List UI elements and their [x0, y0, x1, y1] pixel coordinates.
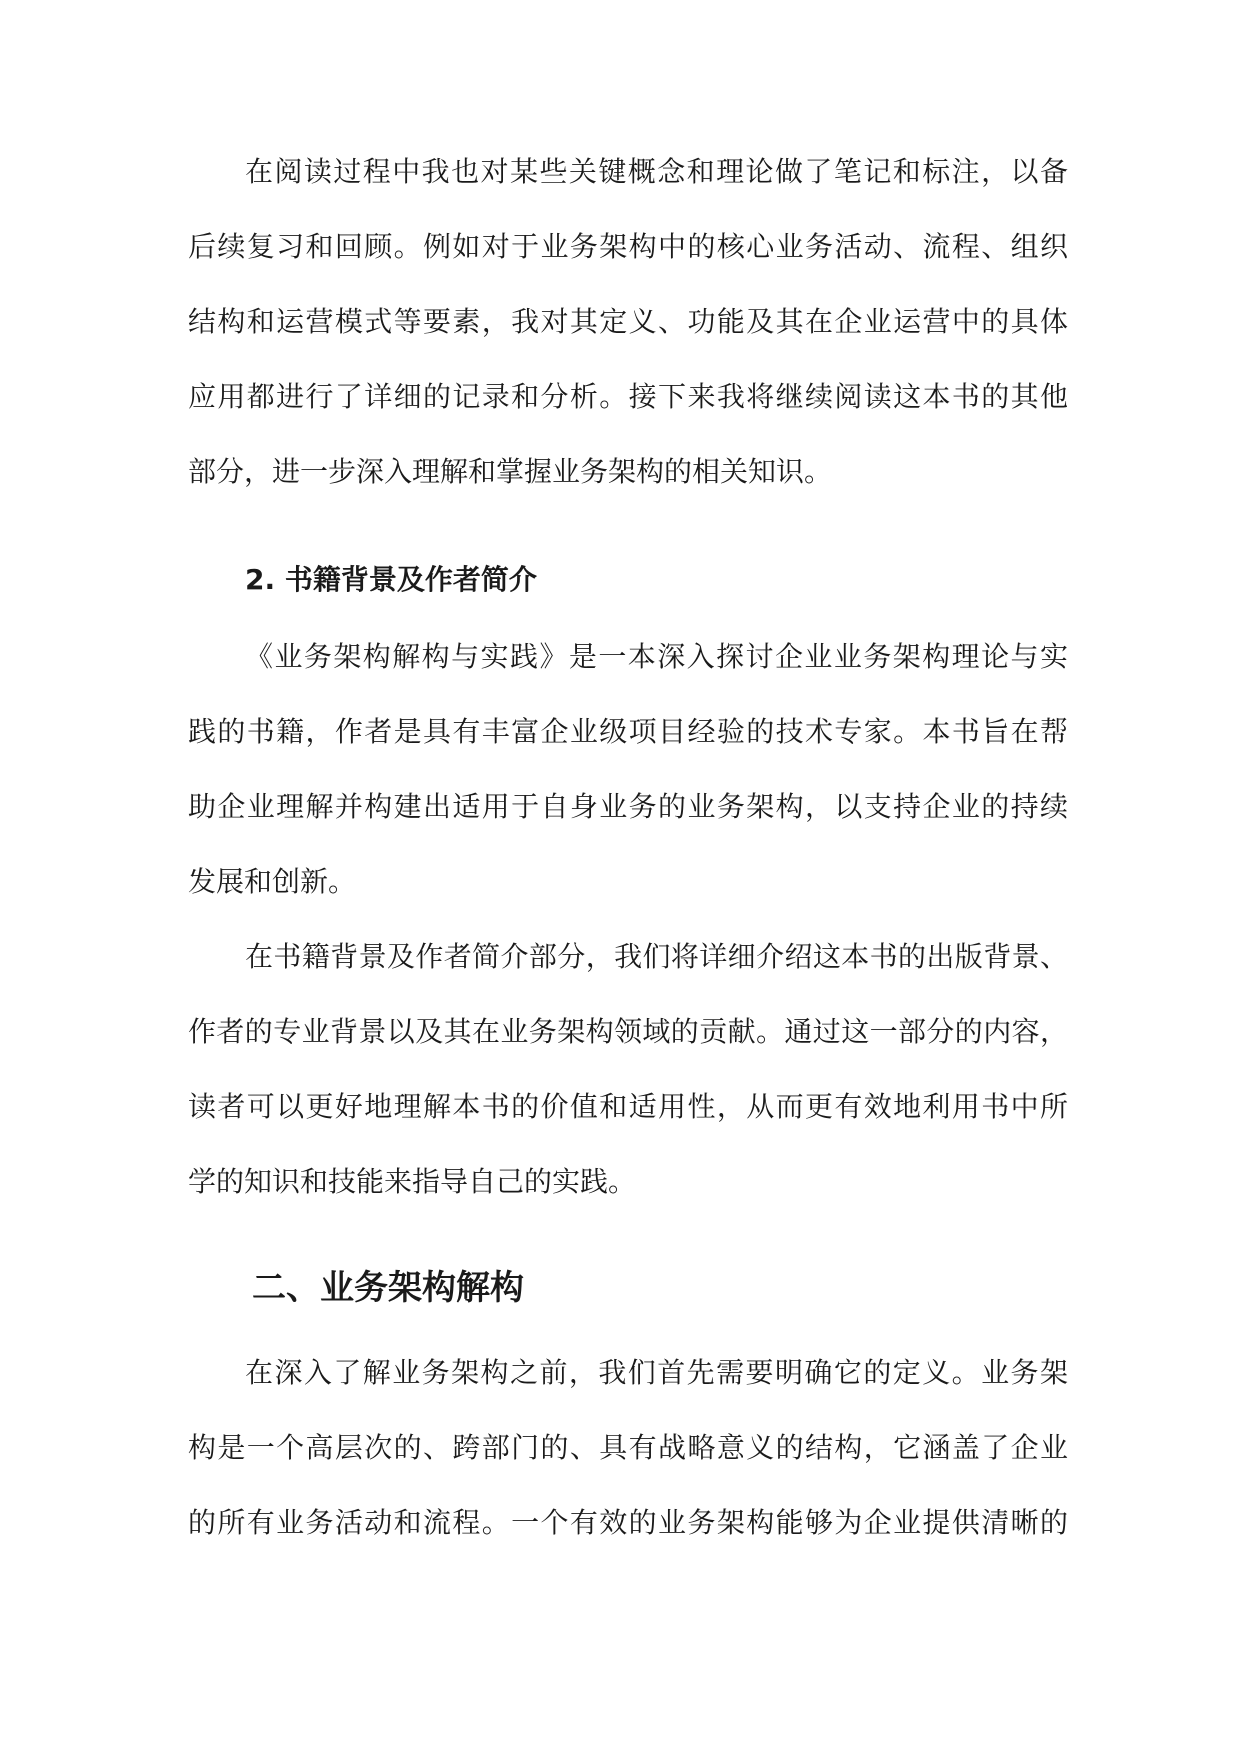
- paragraph-line: 在深入了解业务架构之前，我们首先需要明确它的定义。业务架: [245, 1356, 1068, 1389]
- paragraph-line: 在书籍背景及作者简介部分，我们将详细介绍这本书的出版背景、: [245, 940, 1068, 973]
- paragraph-line: 作者的专业背景以及其在业务架构领域的贡献。通过这一部分的内容，: [188, 1015, 1068, 1048]
- paragraph-line: 部分，进一步深入理解和掌握业务架构的相关知识。: [188, 455, 833, 488]
- paragraph-line: 在阅读过程中我也对某些关键概念和理论做了笔记和标注，以备: [245, 155, 1068, 188]
- paragraph-line: 的所有业务活动和流程。一个有效的业务架构能够为企业提供清晰的: [188, 1506, 1068, 1539]
- paragraph-line: 应用都进行了详细的记录和分析。接下来我将继续阅读这本书的其他: [188, 380, 1068, 413]
- paragraph-line: 结构和运营模式等要素，我对其定义、功能及其在企业运营中的具体: [188, 305, 1068, 338]
- section-heading: 2. 书籍背景及作者简介: [245, 563, 537, 596]
- paragraph-line: 后续复习和回顾。例如对于业务架构中的核心业务活动、流程、组织: [188, 230, 1068, 263]
- paragraph-line: 读者可以更好地理解本书的价值和适用性，从而更有效地利用书中所: [188, 1090, 1068, 1123]
- chapter-heading: 二、业务架构解构: [252, 1268, 524, 1308]
- paragraph-line: 践的书籍，作者是具有丰富企业级项目经验的技术专家。本书旨在帮: [188, 715, 1068, 748]
- paragraph-line: 《业务架构解构与实践》是一本深入探讨企业业务架构理论与实: [245, 640, 1068, 673]
- paragraph-line: 发展和创新。: [188, 865, 357, 898]
- paragraph-line: 构是一个高层次的、跨部门的、具有战略意义的结构，它涵盖了企业: [188, 1431, 1068, 1464]
- paragraph-line: 学的知识和技能来指导自己的实践。: [188, 1165, 637, 1198]
- paragraph-line: 助企业理解并构建出适用于自身业务的业务架构，以支持企业的持续: [188, 790, 1068, 823]
